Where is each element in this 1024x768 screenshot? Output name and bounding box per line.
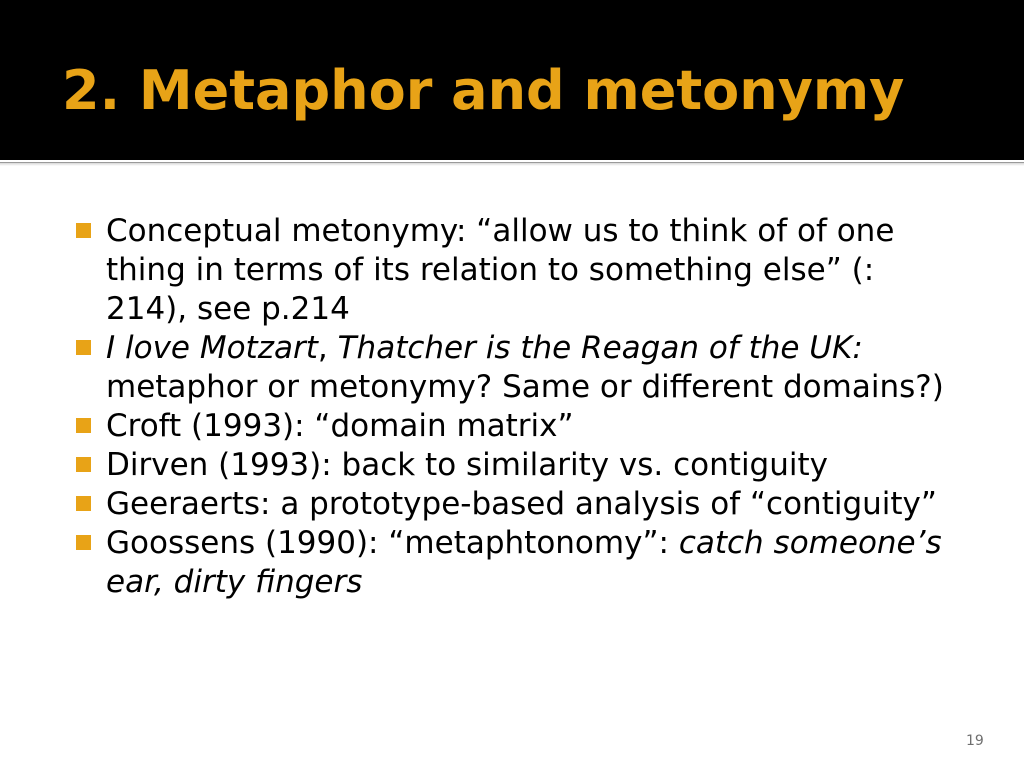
example-phrase: I love Motzart xyxy=(106,330,318,366)
bullet-item xyxy=(72,446,952,485)
square-bullet-icon xyxy=(76,535,91,550)
title-divider xyxy=(0,160,1024,166)
bullet-text: Geeraerts: a prototype-based analysis of “contiguity” xyxy=(106,486,937,522)
bullet-list xyxy=(72,212,952,602)
bullet-text: Dirven (1993): back to similarity vs. contiguity xyxy=(106,447,828,483)
title-bar xyxy=(0,0,1024,160)
page-number: 19 xyxy=(966,733,984,749)
bullet-item xyxy=(72,485,952,524)
square-bullet-icon xyxy=(76,418,91,433)
bullet-item xyxy=(72,524,952,602)
bullet-text: Conceptual metonymy: “allow us to think of of one thing in terms of its relation to something else” (: 214), see p.214 xyxy=(106,213,895,327)
square-bullet-icon xyxy=(76,457,91,472)
slide-title: 2. Metaphor and metonymy xyxy=(62,59,905,122)
bullet-text: Croft (1993): “domain matrix” xyxy=(106,408,574,444)
example-phrase: catch someone’s ear, dirty fingers xyxy=(106,525,942,600)
bullet-item xyxy=(72,212,952,329)
square-bullet-icon xyxy=(76,223,91,238)
bullet-item xyxy=(72,329,952,407)
square-bullet-icon xyxy=(76,340,91,355)
bullet-text: Goossens (1990): “metaphtonomy”: catch someone’s ear, dirty fingers xyxy=(106,525,942,600)
bullet-item xyxy=(72,407,952,446)
bullet-text: I love Motzart, Thatcher is the Reagan of the UK: metaphor or metonymy? Same or different domains?) xyxy=(106,330,944,405)
square-bullet-icon xyxy=(76,496,91,511)
example-phrase: Thatcher is the Reagan of the UK: xyxy=(337,330,863,366)
